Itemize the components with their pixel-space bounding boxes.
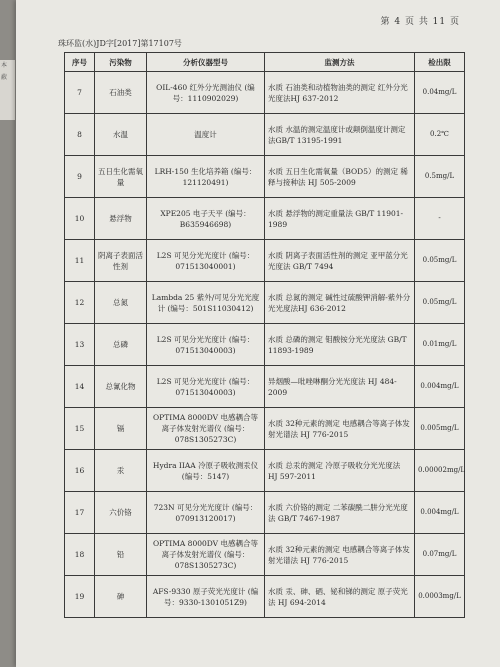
- pollutant-cell: 石油类: [95, 72, 147, 114]
- pollutant-cell: 六价铬: [95, 492, 147, 534]
- row-number-cell: 16: [65, 450, 95, 492]
- pollutant-cell: 汞: [95, 450, 147, 492]
- pollutant-cell: 镉: [95, 408, 147, 450]
- pollutant-cell: 铅: [95, 534, 147, 576]
- table-row: [65, 534, 465, 576]
- detection-limit-cell: 0.004mg/L: [415, 492, 465, 534]
- instrument-cell: 723N 可见分光光度计 (编号：070913120017): [147, 492, 265, 534]
- table-row: [65, 492, 465, 534]
- row-number-cell: 18: [65, 534, 95, 576]
- pollutant-cell: 总氮: [95, 282, 147, 324]
- instrument-cell: OPTIMA 8000DV 电感耦合等离子体发射光谱仪 (编号：078S1305273C): [147, 534, 265, 576]
- detection-limit-cell: 0.004mg/L: [415, 366, 465, 408]
- header-no: 序号: [65, 53, 95, 72]
- table-row: [65, 72, 465, 114]
- table-row: [65, 324, 465, 366]
- instrument-cell: L2S 可见分光光度计 (编号：071513040003): [147, 324, 265, 366]
- method-cell: 水质 六价铬的测定 二苯碳酰二肼分光光度法 GB/T 7467-1987: [265, 492, 415, 534]
- instrument-cell: OIL-460 红外分光测油仪 (编号：1110902029): [147, 72, 265, 114]
- detection-limit-cell: -: [415, 198, 465, 240]
- header-method: 监测方法: [265, 53, 415, 72]
- method-cell: 水质 五日生化需氧量（BOD5）的测定 稀释与接种法 HJ 505-2009: [265, 156, 415, 198]
- table-row: [65, 366, 465, 408]
- detection-limit-cell: 0.0003mg/L: [415, 576, 465, 618]
- method-cell: 水质 总汞的测定 冷原子吸收分光光度法 HJ 597-2011: [265, 450, 415, 492]
- pollutant-cell: 总磷: [95, 324, 147, 366]
- method-cell: 水质 石油类和动植物油类的测定 红外分光光度法HJ 637-2012: [265, 72, 415, 114]
- detection-limit-cell: 0.07mg/L: [415, 534, 465, 576]
- instrument-cell: OPTIMA 8000DV 电感耦合等离子体发射光谱仪 (编号：078S1305273C): [147, 408, 265, 450]
- table-row: [65, 576, 465, 618]
- page-number: 第 4 页 共 11 页: [380, 17, 460, 27]
- instrument-cell: L2S 可见分光光度计 (编号：071513040001): [147, 240, 265, 282]
- instrument-cell: 温度计: [147, 114, 265, 156]
- row-number-cell: 14: [65, 366, 95, 408]
- row-number-cell: 8: [65, 114, 95, 156]
- instrument-cell: LRH-150 生化培养箱 (编号：121120491): [147, 156, 265, 198]
- row-number-cell: 7: [65, 72, 95, 114]
- table-row: [65, 114, 465, 156]
- detection-limit-cell: 0.5mg/L: [415, 156, 465, 198]
- pollutant-cell: 水温: [95, 114, 147, 156]
- header-instrument: 分析仪器型号: [147, 53, 265, 72]
- pollutant-cell: 总氰化物: [95, 366, 147, 408]
- table-header-row: [65, 53, 465, 72]
- detection-limit-cell: 0.04mg/L: [415, 72, 465, 114]
- table-row: [65, 408, 465, 450]
- method-cell: 水质 水温的测定温度计或颠倒温度计测定法GB/T 13195-1991: [265, 114, 415, 156]
- detection-limit-cell: 0.00002mg/L: [415, 450, 465, 492]
- pollutant-cell: 阴离子表面活性剂: [95, 240, 147, 282]
- row-number-cell: 10: [65, 198, 95, 240]
- row-number-cell: 13: [65, 324, 95, 366]
- method-cell: 异烟酸—吡唑啉酮分光光度法 HJ 484-2009: [265, 366, 415, 408]
- pollutant-cell: 五日生化需氧量: [95, 156, 147, 198]
- row-number-cell: 11: [65, 240, 95, 282]
- row-number-cell: 19: [65, 576, 95, 618]
- pollutant-cell: 砷: [95, 576, 147, 618]
- instrument-cell: XPE205 电子天平 (编号：B635946698): [147, 198, 265, 240]
- pollutant-cell: 悬浮物: [95, 198, 147, 240]
- row-number-cell: 9: [65, 156, 95, 198]
- adjacent-page-edge: 本 蔽: [0, 60, 15, 120]
- instrument-cell: L2S 可见分光光度计 (编号：071513040003): [147, 366, 265, 408]
- header-pollutant: 污染物: [95, 53, 147, 72]
- table-row: [65, 282, 465, 324]
- method-cell: 水质 总氮的测定 碱性过硫酸钾消解-紫外分光光度法HJ 636-2012: [265, 282, 415, 324]
- detection-limit-cell: 0.01mg/L: [415, 324, 465, 366]
- table-row: [65, 240, 465, 282]
- method-cell: 水质 总磷的测定 钼酸铵分光光度法 GB/T 11893-1989: [265, 324, 415, 366]
- method-cell: 水质 悬浮物的测定重量法 GB/T 11901-1989: [265, 198, 415, 240]
- instrument-cell: Hydra IIAA 冷原子吸收测汞仪 (编号：5147): [147, 450, 265, 492]
- row-number-cell: 12: [65, 282, 95, 324]
- method-cell: 水质 32种元素的测定 电感耦合等离子体发射光谱法 HJ 776-2015: [265, 534, 415, 576]
- detection-limit-cell: 0.2℃: [415, 114, 465, 156]
- instrument-cell: AFS-9330 原子荧光光度计 (编号：9330-1301051Z9): [147, 576, 265, 618]
- instrument-cell: Lambda 25 紫外/可见分光光度计 (编号：501S11030412): [147, 282, 265, 324]
- table-row: [65, 450, 465, 492]
- row-number-cell: 17: [65, 492, 95, 534]
- method-cell: 水质 汞、砷、硒、铋和锑的测定 原子荧光法 HJ 694-2014: [265, 576, 415, 618]
- detection-limit-cell: 0.05mg/L: [415, 240, 465, 282]
- document-id: 珠环监(水)JD字[2017]第17107号: [58, 39, 182, 48]
- table-row: [65, 156, 465, 198]
- header-limit: 检出限: [415, 53, 465, 72]
- detection-limit-cell: 0.005mg/L: [415, 408, 465, 450]
- detection-limit-cell: 0.05mg/L: [415, 282, 465, 324]
- row-number-cell: 15: [65, 408, 95, 450]
- method-cell: 水质 阴离子表面活性剂的测定 亚甲蓝分光光度法 GB/T 7494: [265, 240, 415, 282]
- monitoring-methods-table: [64, 52, 465, 618]
- method-cell: 水质 32种元素的测定 电感耦合等离子体发射光谱法 HJ 776-2015: [265, 408, 415, 450]
- table-row: [65, 198, 465, 240]
